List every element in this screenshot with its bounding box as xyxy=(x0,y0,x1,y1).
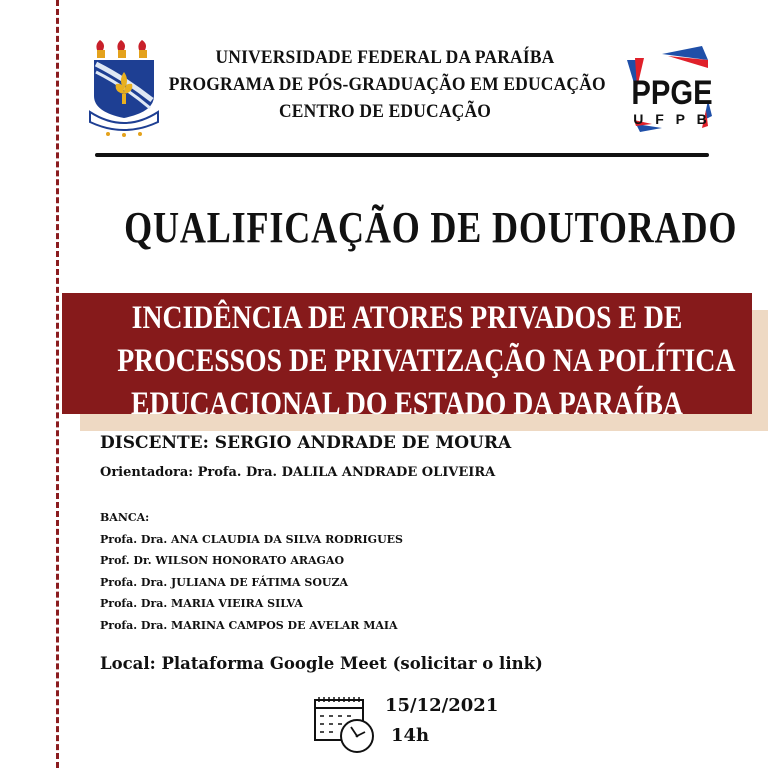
thesis-title-line-3: EDUCACIONAL DO ESTADO DA PARAÍBA xyxy=(131,386,683,422)
svg-text:PPGE: PPGE xyxy=(631,72,713,112)
page-title: QUALIFICAÇÃO DE DOUTORADO xyxy=(124,203,738,252)
committee-label: BANCA: xyxy=(100,511,150,524)
university-name: UNIVERSIDADE FEDERAL DA PARAÍBA xyxy=(215,47,555,68)
event-date: 15/12/2021 xyxy=(385,695,499,716)
committee-member: Profa. Dra. JULIANA DE FÁTIMA SOUZA xyxy=(100,575,349,589)
event-location: Local: Plataforma Google Meet (solicitar o link) xyxy=(100,654,543,673)
program-name: PROGRAMA DE PÓS-GRADUAÇÃO EM EDUCAÇÃO xyxy=(168,74,606,95)
committee-list xyxy=(100,507,403,636)
thesis-title-banner xyxy=(62,293,752,422)
committee-member: Prof. Dr. WILSON HONORATO ARAGAO xyxy=(100,554,345,567)
committee-member: Profa. Dra. MARIA VIEIRA SILVA xyxy=(100,597,303,610)
institution-header xyxy=(168,44,606,125)
committee-member: Profa. Dra. MARINA CAMPOS DE AVELAR MAIA xyxy=(100,618,398,632)
thesis-title-line-1: INCIDÊNCIA DE ATORES PRIVADOS E DE xyxy=(131,300,683,336)
advisor-name: Orientadora: Profa. Dra. DALILA ANDRADE OLIVEIRA xyxy=(100,465,496,480)
svg-text:U F P B: U F P B xyxy=(633,111,711,127)
header-divider xyxy=(95,153,709,157)
calendar-clock-icon xyxy=(313,696,379,754)
thesis-title-line-2: PROCESSOS DE PRIVATIZAÇÃO NA POLÍTICA xyxy=(117,343,736,379)
committee-member: Profa. Dra. ANA CLAUDIA DA SILVA RODRIGUES xyxy=(100,532,403,546)
student-name: DISCENTE: SERGIO ANDRADE DE MOURA xyxy=(100,433,512,453)
center-name: CENTRO DE EDUCAÇÃO xyxy=(278,101,492,122)
event-time: 14h xyxy=(391,725,430,746)
dashed-divider xyxy=(56,0,59,768)
ppge-logo-icon xyxy=(622,42,722,132)
ufpb-logo-icon xyxy=(88,38,160,138)
